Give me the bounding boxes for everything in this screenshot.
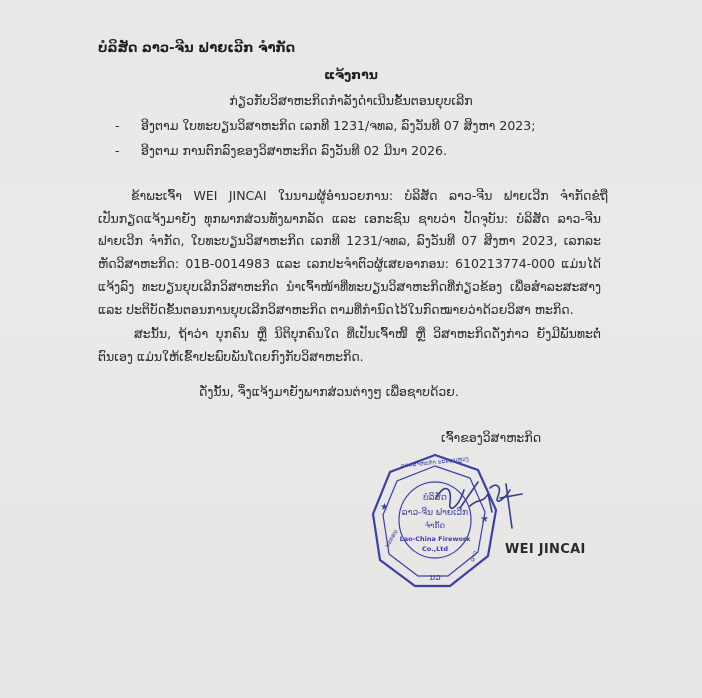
svg-text:Co.,Ltd: Co.,Ltd bbox=[421, 545, 449, 553]
paragraph-line: ຂ້າພະເຈົ້າ WEI JINCAI ໃນນາມຜູ້ອຳນວຍການ: ບໍລິສັດ ລາວ-ຈີນ ຟາຍເວີກ ຈຳກັດຂໍຖື bbox=[131, 188, 608, 203]
paragraph-line: ສະນັ້ນ, ຖ້າວ່າ ບຸກຄົນ ຫຼື ນິຕິບຸກຄົນໃດ ທີ່ເປັນເຈົ້າໜີ້ ຫຼື ວິສາຫະກິດດັ່ງກ່າວ ຍັງມີພັນທະຕໍ່ bbox=[134, 326, 601, 341]
company-name: ບໍລິສັດ ລາວ-ຈີນ ຟາຍເວີກ ຈຳກັດ bbox=[98, 41, 295, 56]
reference-item bbox=[115, 118, 535, 133]
signatory-name: WEI JINCAI bbox=[505, 542, 586, 557]
svg-text:ລາວ-ຈີນ ຟາຍເວີກ: ລາວ-ຈີນ ຟາຍເວີກ bbox=[401, 508, 469, 518]
svg-text:Lao-China Firework: Lao-China Firework bbox=[399, 535, 471, 543]
svg-text:ນະຄອນ: ນະຄອນ bbox=[383, 528, 400, 549]
paragraph-line: ແລະ ປະຕິບັດຂັ້ນຕອນການຍຸບເລີກວິສາຫະກິດ ຕາມທີ່ກຳນົດໄວ້ໃນກົດໝາຍວ່າດ້ວຍວິສາ ຫະກິດ. bbox=[98, 301, 574, 317]
svg-text:ລາວ: ລາວ bbox=[469, 550, 479, 563]
reference-bullet: - bbox=[115, 118, 120, 133]
notice-title: ແຈ້ງການ bbox=[324, 67, 378, 82]
reference-text: ອີງຕາມ ໃບທະບຽນວິສາຫະກິດ ເລກທີ 1231/ຈທລ, ລົງວັນທີ 07 ສິງຫາ 2023; bbox=[141, 118, 536, 133]
star-left: ★ bbox=[380, 502, 389, 513]
handwritten-signature bbox=[430, 468, 530, 538]
notice-subject: ກ່ຽວກັບວິສາຫະກິດກຳລັງດຳເນີນຂັ້ນຕອນຍຸບເລີກ bbox=[229, 93, 473, 108]
paragraph-line: ຕົນເອງ ແມ່ນໃຫ້ເຂົ້າປະພົບພັນໂດຍກົງກັບວິສາຫະກິດ. bbox=[98, 348, 364, 364]
svg-text:ລວດສາຫະກຳ ນະຄອນຫຼວງ: ລວດສາຫະກຳ ນະຄອນຫຼວງ bbox=[400, 455, 470, 470]
reference-bullet: - bbox=[115, 143, 120, 158]
reference-text: ອີງຕາມ ການຕົກລົງຂອງວິສາຫະກິດ ລົງວັນທີ 02 ມີນາ 2026. bbox=[141, 143, 447, 158]
paragraph-line: ເປັນກຽດແຈ້ງມາຍັງ ທຸກພາກສ່ວນທັງພາກລັດ ແລະ ເອກະຊົນ ຊາບວ່າ ປັດຈຸບັນ: ບໍລິສັດ ລາວ-ຈີນ bbox=[98, 210, 601, 226]
svg-text:ຈຳກັດ: ຈຳກັດ bbox=[424, 521, 446, 530]
closing-line: ດັ່ງນັ້ນ, ຈຶ່ງແຈ້ງມາຍັງພາກສ່ວນຕ່າງໆ ເພື່ອຊາບດ້ວຍ. bbox=[199, 384, 459, 399]
body-paragraph-2 bbox=[98, 323, 601, 368]
reference-item bbox=[115, 143, 447, 158]
paragraph-line: ຟາຍເວີກ ຈຳກັດ, ໃບທະບຽນວິສາຫະກິດ ເລກທີ 1231/ຈທລ, ລົງວັນທີ 07 ສິງຫາ 2023, ເລກລະ bbox=[98, 233, 601, 249]
svg-text:ນວ: ນວ bbox=[429, 573, 441, 583]
body-paragraph-1 bbox=[98, 185, 608, 321]
star-right: ★ bbox=[480, 514, 489, 525]
paragraph-line: ຫັດວິສາຫະກິດ: 01B-0014983 ແລະ ເລກປະຈຳຕົວຜູ້ເສຍອາກອນ: 610213774-000 ແມ່ນໄດ້ bbox=[98, 256, 601, 272]
svg-text:ບໍລິສັດ: ບໍລິສັດ bbox=[423, 493, 447, 503]
signatory-role: ເຈົ້າຂອງວິສາຫະກິດ bbox=[441, 430, 542, 445]
paragraph-line: ແຈ້ງລົງ ທະບຽນຍຸບເລີກວິສາຫະກິດ ນຳເຈົ້າໜ້າທີ່ທະບຽນວິສາຫະກິດທີ່ກ່ຽວຂ້ອງ ເພື່ອສຳລະສະສາງ bbox=[98, 278, 601, 294]
